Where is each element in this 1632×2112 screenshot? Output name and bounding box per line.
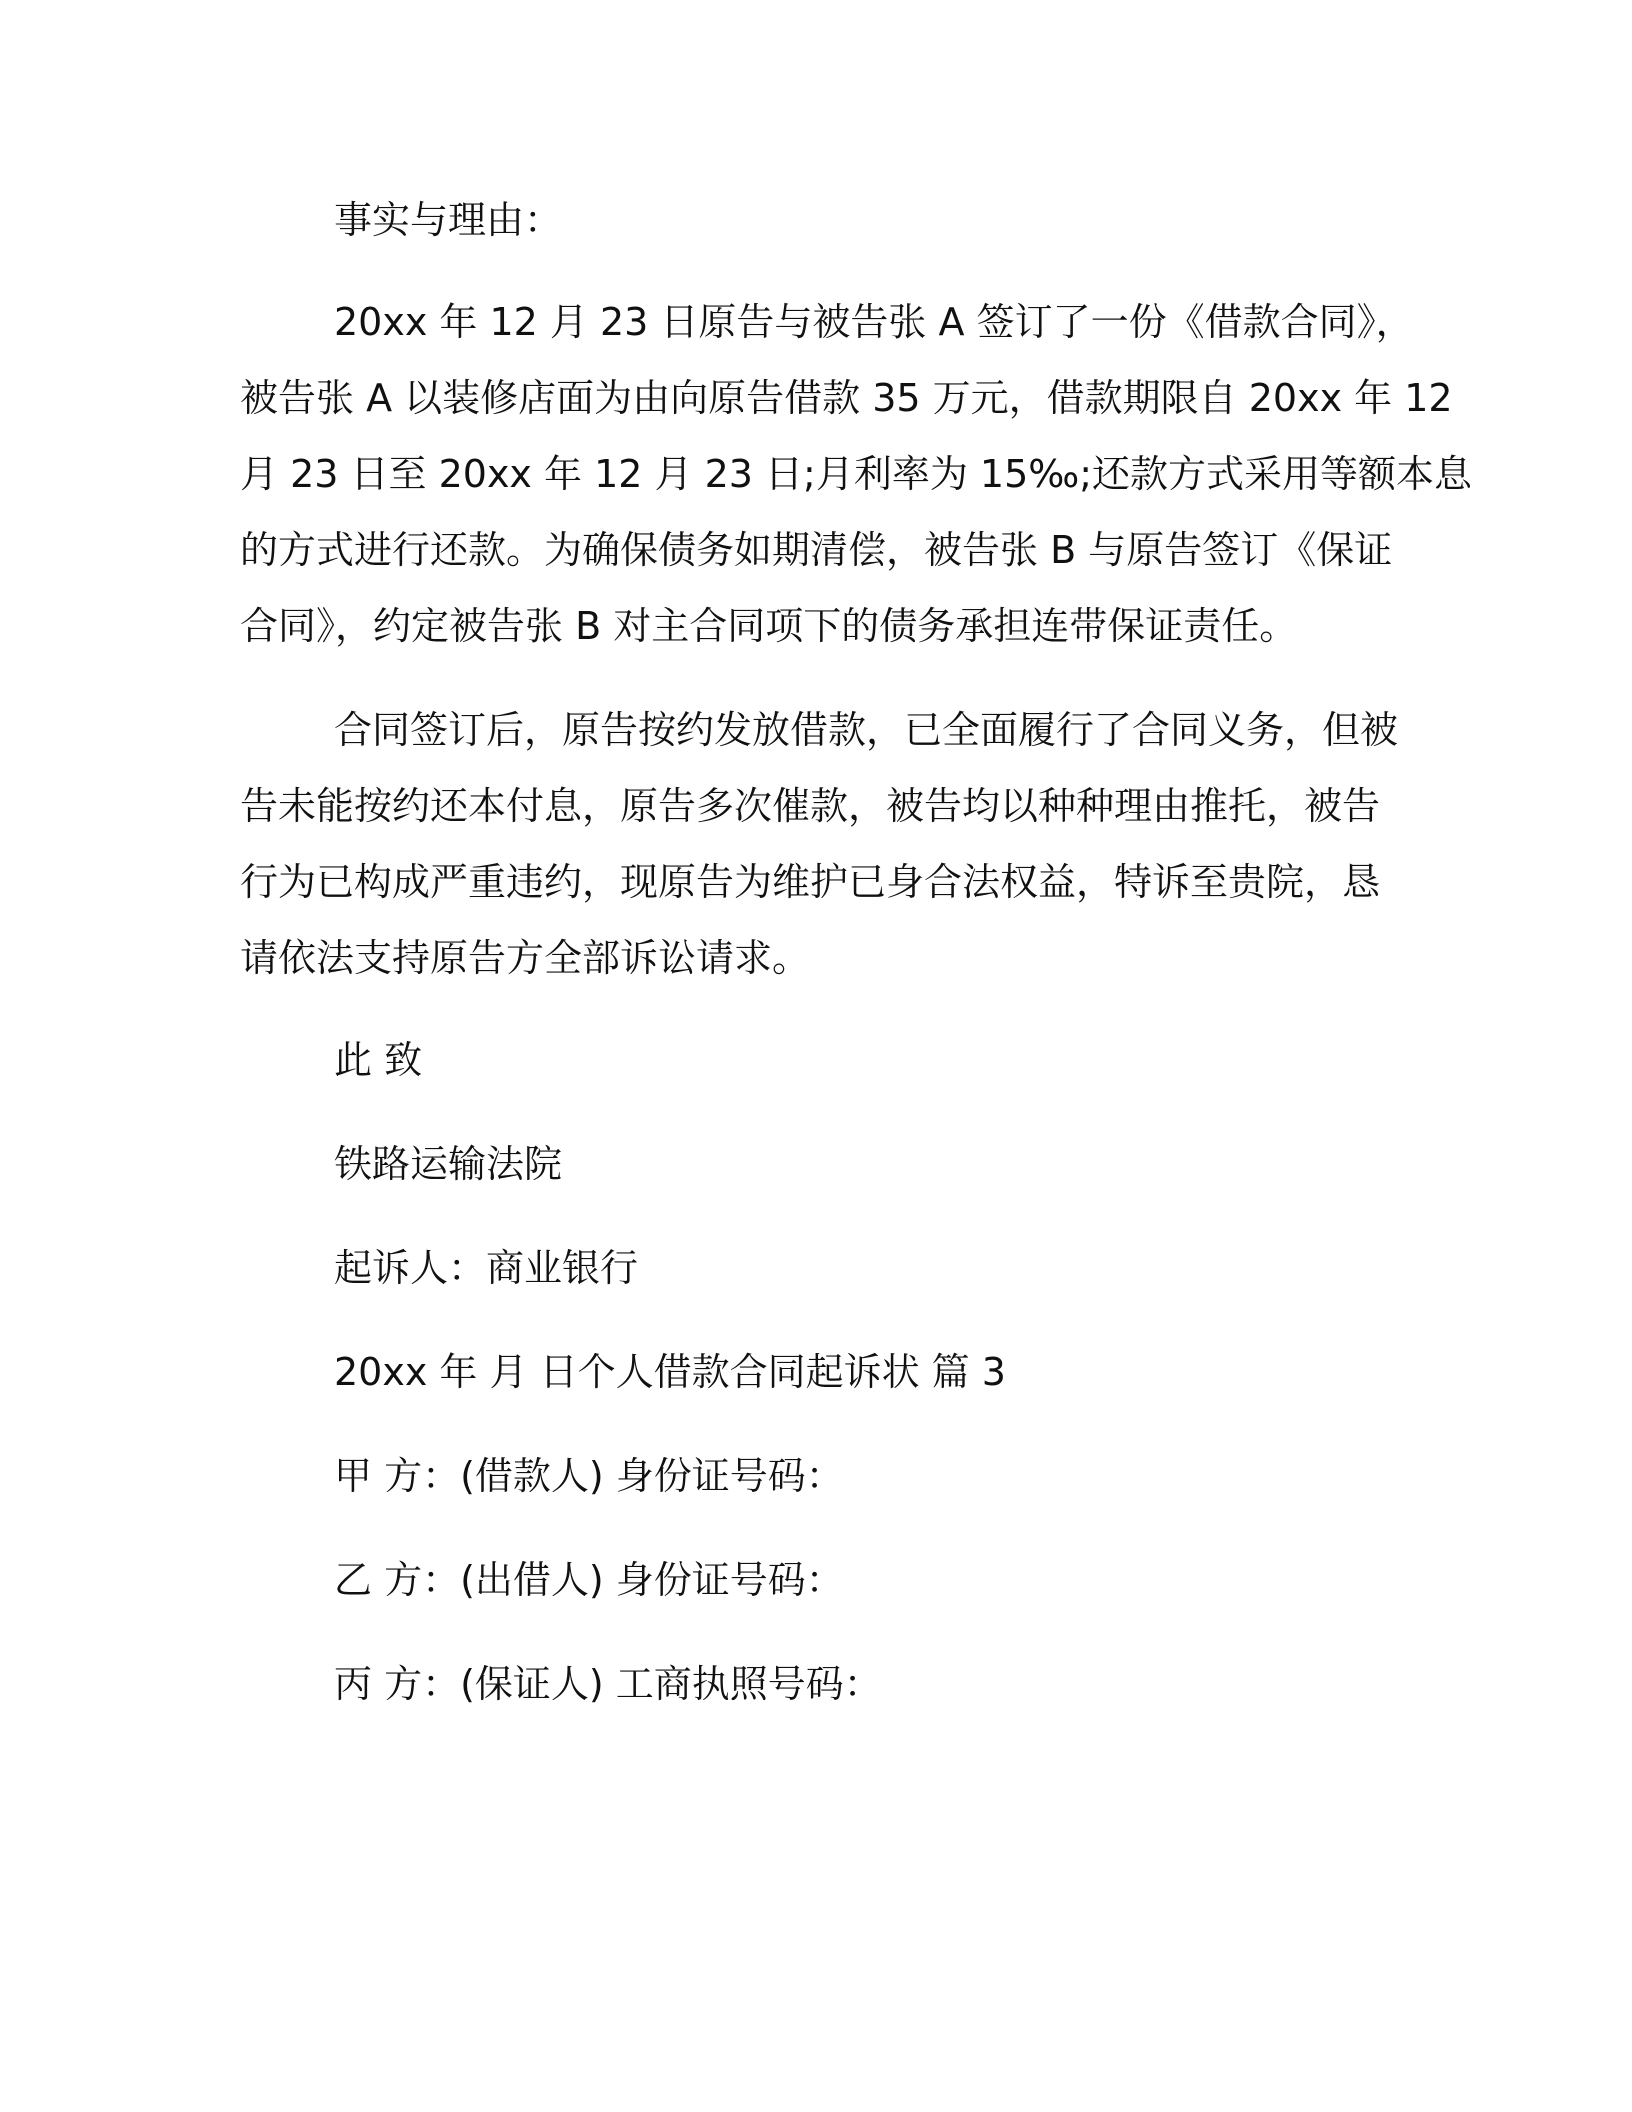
paragraph-line: 行为已构成严重违约，现原告为维护已身合法权益，特诉至贵院，恳 (240, 860, 1381, 904)
paragraph-line: 告未能按约还本付息，原告多次催款，被告均以种种理由推托，被告 (240, 784, 1381, 828)
paragraph-line: 的方式进行还款。为确保债务如期清偿，被告张 B 与原告签订《保证 (240, 528, 1393, 572)
paragraph-line: 被告张 A 以装修店面为由向原告借款 35 万元，借款期限自 20xx 年 12 (240, 376, 1453, 420)
paragraph-line: 合同》，约定被告张 B 对主合同项下的债务承担连带保证责任。 (240, 604, 1298, 648)
section-heading: 事实与理由： (334, 198, 563, 242)
paragraph-line: 20xx 年 12 月 23 日原告与被告张 A 签订了一份《借款合同》， (334, 300, 1414, 344)
date-title-line: 20xx 年 月 日个人借款合同起诉状 篇 3 (334, 1350, 1006, 1394)
closing-salutation: 此 致 (334, 1038, 423, 1082)
paragraph-line: 合同签订后，原告按约发放借款，已全面履行了合同义务，但被 (334, 708, 1399, 752)
paragraph-line: 请依法支持原告方全部诉讼请求。 (240, 936, 811, 980)
party-a-line: 甲 方：(借款人) 身份证号码： (334, 1454, 844, 1498)
party-c-line: 丙 方：(保证人) 工商执照号码： (334, 1662, 882, 1706)
party-b-line: 乙 方：(出借人) 身份证号码： (334, 1558, 844, 1602)
paragraph-line: 月 23 日至 20xx 年 12 月 23 日;月利率为 15‰;还款方式采用等额本息 (240, 452, 1473, 496)
plaintiff-line: 起诉人：商业银行 (334, 1246, 639, 1290)
court-name: 铁路运输法院 (334, 1142, 563, 1186)
